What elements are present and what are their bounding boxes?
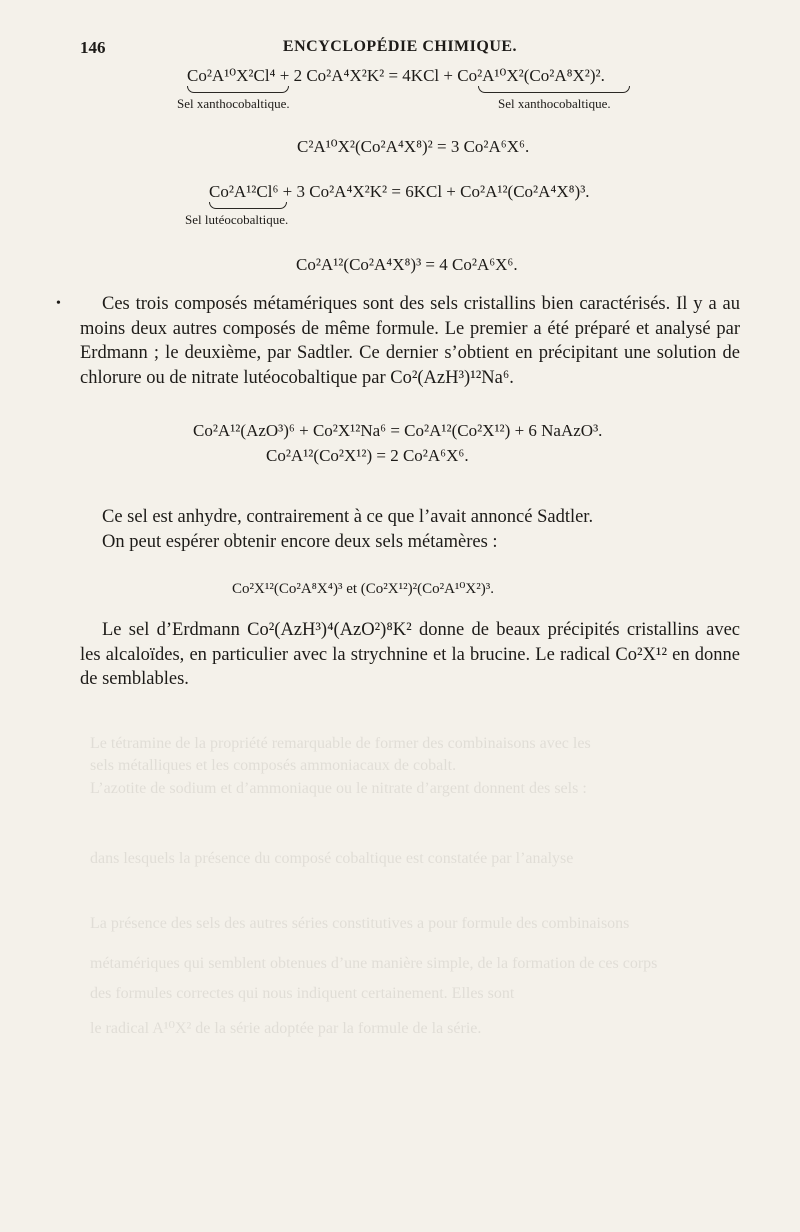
paragraph-3-text: Le sel d’Erdmann Co²(AzH³)⁴(AzO²)⁸K² donne de beaux précipités cristallins avec les alcaloïdes, en particulier avec la strychnine et la brucine. Le radical Co²X¹² en donne de semblables. [80,620,740,689]
equation-4: Co²A¹²(Co²A⁴X⁸)³ = 4 Co²A⁶X⁶. [296,255,518,274]
underbrace-right [478,86,630,93]
paragraph-1 [80,292,740,390]
equation-1-caption-right: Sel xanthocobaltique. [498,96,611,111]
paragraph-1-text: Ces trois composés métamériques sont des sels cristallins bien caractérisés. Il y a au moins deux autres composés de même formule. Le premier a été préparé et analysé par Erdmann ; le deuxième, par Sadtler. Ce dernier s’obtient en précipitant une solution de chlorure ou de nitrate lutéocobaltique par Co²(AzH³)¹²Na⁶. [80,294,740,388]
underbrace-left [187,86,289,93]
equation-1: Co²A¹⁰X²Cl⁴ + 2 Co²A⁴X²K² = 4KCl + Co²A¹⁰X²(Co²A⁸X²)². [187,66,605,85]
paragraph-2 [80,505,740,554]
paragraph-2-line-1: Ce sel est anhydre, contrairement à ce que l’avait annoncé Sadtler. [102,507,594,527]
paragraph-2-line-2: On peut espérer obtenir encore deux sels métamères : [102,531,498,552]
bleed-through-line: métamériques qui semblent obtenues d’une manière simple, de la formation de ces corps [90,955,658,972]
page-number: 146 [80,38,106,57]
bleed-through-line: L’azotite de sodium et d’ammoniaque ou le nitrate d’argent donnent des sels : [90,780,587,797]
paragraph-3 [80,618,740,692]
bleed-through-line: sels métalliques et les composés ammoniacaux de cobalt. [90,757,457,774]
underbrace-luteo [209,202,287,209]
equation-3-caption: Sel lutéocobaltique. [185,212,289,227]
equation-7: Co²X¹²(Co²A⁸X⁴)³ et (Co²X¹²)²(Co²A¹⁰X²)³. [232,581,494,597]
bleed-through-line: dans lesquels la présence du composé cobaltique est constatée par l’analyse [90,850,574,867]
equation-5: Co²A¹²(AzO³)⁶ + Co²X¹²Na⁶ = Co²A¹²(Co²X¹²) + 6 NaAzO³. [193,421,603,440]
bleed-through-line: Le tétramine de la propriété remarquable de former des combinaisons avec les [90,735,591,752]
equation-3: Co²A¹²Cl⁶ + 3 Co²A⁴X²K² = 6KCl + Co²A¹²(Co²A⁴X⁸)³. [209,182,590,201]
equation-6: Co²A¹²(Co²X¹²) = 2 Co²A⁶X⁶. [266,446,469,465]
bleed-through-line: des formules correctes qui nous indiquent certainement. Elles sont [90,985,515,1002]
equation-1-caption-left: Sel xanthocobaltique. [177,96,290,111]
running-title: ENCYCLOPÉDIE CHIMIQUE. [282,38,518,55]
margin-dot-icon: • [56,296,61,311]
bleed-through-line: le radical A¹⁰X² de la série adoptée par la formule de la série. [90,1020,482,1037]
equation-2: C²A¹⁰X²(Co²A⁴X⁸)² = 3 Co²A⁶X⁶. [297,137,530,156]
bleed-through-line: La présence des sels des autres séries constitutives a pour formule des combinaisons [90,915,630,932]
page-header [0,38,800,62]
